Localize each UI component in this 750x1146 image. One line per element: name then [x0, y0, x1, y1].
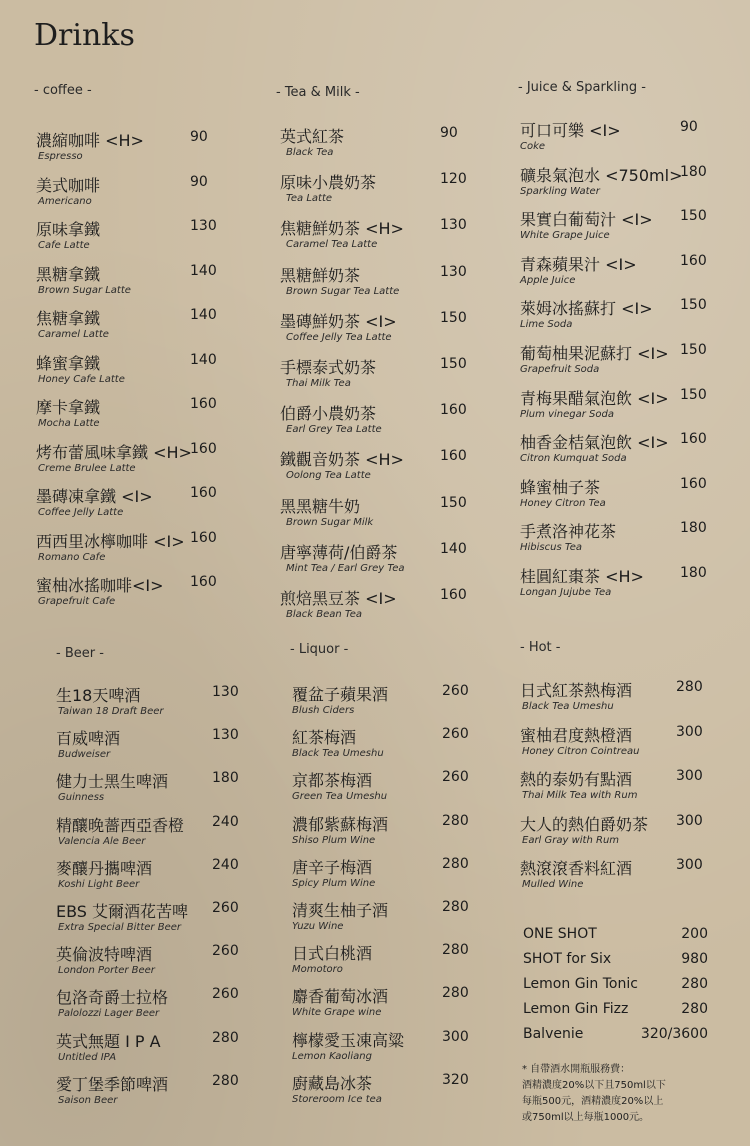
coffee-item-price: 160 [190, 485, 217, 501]
juice-item-price: 150 [680, 297, 707, 314]
liquor-item-name: 唐辛子梅酒 [292, 857, 373, 877]
tea_milk-item-name: 黑黑糖牛奶 [280, 496, 361, 516]
juice-item-english: Sparkling Water [520, 185, 600, 197]
tea_milk-item-english: Mint Tea / Earl Grey Tea [286, 562, 405, 574]
coffee-item-english: Coffee Jelly Latte [38, 507, 124, 518]
beer-item-name: 健力士黑生啤酒 [56, 772, 169, 792]
juice-item-name: 萊姆冰搖蘇打 <I> [520, 299, 653, 319]
tea_milk-item-english: Caramel Tea Latte [286, 239, 378, 251]
coffee-item-english: Cafe Latte [38, 240, 90, 251]
shot-item-price: 280 [681, 1001, 708, 1017]
beer-item-name: 百威啤酒 [56, 729, 121, 749]
section-heading-hot: - Hot - [520, 640, 561, 655]
coffee-item-name: 蜜柚冰搖咖啡<I> [36, 576, 164, 595]
liquor-item-english: Blush Ciders [292, 705, 355, 716]
juice-item-english: Hibiscus Tea [520, 542, 583, 554]
coffee-item-name: 摩卡拿鐵 [36, 398, 101, 417]
shot-item-name: Lemon Gin Fizz [523, 1001, 629, 1017]
tea_milk-item-name: 原味小農奶茶 [280, 173, 377, 193]
liquor-item-english: Black Tea Umeshu [292, 748, 384, 760]
juice-item-name: 手煮洛神花茶 [520, 522, 617, 542]
beer-item-english: Budweiser [58, 749, 111, 761]
beer-item-name: 麥釀丹攜啤酒 [56, 858, 153, 878]
juice-item-english: White Grape Juice [520, 230, 610, 242]
hot-item-english: Thai Milk Tea with Rum [522, 790, 638, 801]
menu-title: Drinks [34, 18, 135, 53]
hot-item-name: 日式紅茶熱梅酒 [520, 681, 633, 700]
coffee-item-english: Espresso [38, 151, 83, 162]
juice-item-english: Grapefruit Soda [520, 364, 600, 375]
tea_milk-item-english: Brown Sugar Tea Latte [286, 285, 400, 297]
juice-item-name: 果實白葡萄汁 <I> [520, 210, 653, 230]
tea_milk-item-name: 手標泰式奶茶 [280, 358, 377, 377]
liquor-item-price: 280 [442, 899, 469, 915]
corkage-note [522, 1062, 732, 1126]
juice-item-price: 180 [680, 163, 707, 180]
coffee-item-price: 140 [190, 351, 217, 368]
hot-item-price: 300 [676, 812, 703, 829]
liquor-item-name: 廚藏島冰茶 [292, 1073, 373, 1093]
liquor-item-price: 260 [442, 726, 469, 743]
shot-item-price: 980 [681, 951, 708, 967]
tea_milk-item-price: 150 [440, 309, 467, 326]
shot-item-price: 280 [681, 976, 708, 992]
hot-item-price: 300 [676, 723, 703, 740]
liquor-item-price: 260 [442, 769, 469, 786]
coffee-item-english: Mocha Latte [38, 418, 100, 429]
coffee-item-price: 130 [190, 218, 217, 234]
coffee-item-name: 烤布蕾風味拿鐵 <H> [36, 442, 192, 462]
tea_milk-item-name: 唐寧薄荷/伯爵茶 [280, 542, 398, 562]
coffee-item-name: 濃縮咖啡 <H> [36, 131, 144, 150]
tea_milk-item-english: Black Bean Tea [286, 609, 363, 620]
tea_milk-item-price: 120 [440, 171, 467, 188]
tea_milk-item-english: Oolong Tea Latte [286, 470, 371, 482]
juice-item-english: Coke [520, 141, 546, 152]
hot-item-english: Earl Gray with Rum [522, 834, 620, 846]
tea_milk-item-name: 墨磚鮮奶茶 <I> [280, 311, 397, 331]
hot-item-price: 300 [676, 857, 703, 873]
beer-item-name: EBS 艾爾酒花苦啤 [56, 902, 189, 921]
beer-item-name: 英式無題 I P A [56, 1031, 161, 1051]
beer-item-name: 生18天啤酒 [56, 686, 141, 705]
coffee-item-name: 西西里冰檸咖啡 <I> [36, 531, 185, 551]
juice-item-name: 可口可樂 <I> [520, 121, 621, 140]
beer-item-english: Taiwan 18 Draft Beer [58, 706, 164, 717]
juice-item-price: 90 [680, 119, 698, 135]
juice-item-price: 160 [680, 431, 707, 448]
liquor-item-english: Yuzu Wine [292, 921, 344, 932]
beer-item-price: 180 [212, 770, 239, 787]
section-heading-coffee: - coffee - [34, 83, 92, 98]
beer-item-price: 240 [212, 813, 239, 830]
coffee-item-name: 美式咖啡 [36, 175, 101, 195]
liquor-item-english: Lemon Kaoliang [292, 1050, 372, 1062]
beer-item-english: Untitled IPA [58, 1051, 117, 1063]
tea_milk-item-price: 140 [440, 540, 467, 557]
tea_milk-item-name: 黑糖鮮奶茶 [280, 265, 361, 285]
tea_milk-item-name: 煎焙黑豆茶 <I> [280, 589, 397, 608]
coffee-item-price: 140 [190, 307, 217, 323]
beer-item-price: 240 [212, 856, 239, 873]
section-heading-liquor: - Liquor - [290, 642, 349, 657]
shot-item-name: Lemon Gin Tonic [523, 976, 638, 992]
liquor-item-name: 日式白桃酒 [292, 944, 373, 964]
note-line: 或750ml以上每瓶1000元。 [522, 1112, 650, 1123]
beer-item-price: 280 [212, 1029, 239, 1046]
juice-item-price: 160 [680, 252, 707, 269]
hot-item-english: Honey Citron Cointreau [522, 745, 640, 757]
coffee-item-name: 蜂蜜拿鐵 [36, 353, 101, 373]
tea_milk-item-price: 150 [440, 494, 467, 511]
coffee-item-name: 焦糖拿鐵 [36, 309, 101, 328]
coffee-item-name: 墨磚凍拿鐵 <I> [36, 487, 153, 506]
coffee-item-english: Romano Cafe [38, 551, 106, 563]
juice-item-name: 柚香金桔氣泡飲 <I> [520, 433, 669, 453]
coffee-item-price: 160 [190, 440, 217, 457]
liquor-item-english: Storeroom Ice tea [292, 1093, 382, 1105]
section-heading-beer: - Beer - [56, 646, 104, 661]
tea_milk-item-price: 130 [440, 263, 467, 280]
hot-item-price: 280 [676, 679, 703, 695]
hot-item-name: 大人的熱伯爵奶茶 [520, 814, 649, 834]
coffee-item-price: 160 [190, 529, 217, 546]
juice-item-name: 礦泉氣泡水 <750ml> [520, 165, 683, 185]
juice-item-name: 桂圓紅棗茶 <H> [520, 567, 644, 586]
beer-item-english: Valencia Ale Beer [58, 835, 146, 847]
beer-item-name: 包洛奇爵士拉格 [56, 988, 169, 1008]
hot-item-english: Mulled Wine [522, 879, 584, 890]
liquor-item-price: 280 [442, 855, 469, 872]
tea_milk-item-price: 130 [440, 217, 467, 234]
liquor-item-price: 280 [442, 985, 469, 1002]
section-heading-tea-milk: - Tea & Milk - [276, 85, 360, 100]
tea_milk-item-english: Brown Sugar Milk [286, 516, 374, 528]
liquor-item-price: 280 [442, 942, 469, 959]
section-heading-juice: - Juice & Sparkling - [518, 80, 646, 95]
coffee-item-price: 90 [190, 129, 208, 145]
coffee-item-price: 160 [190, 574, 217, 590]
juice-item-english: Longan Jujube Tea [520, 587, 612, 598]
liquor-item-price: 260 [442, 683, 469, 699]
juice-item-name: 蜂蜜柚子茶 [520, 477, 601, 497]
liquor-item-name: 京都茶梅酒 [292, 771, 373, 791]
shot-item-price: 320/3600 [640, 1026, 708, 1042]
juice-item-english: Citron Kumquat Soda [520, 453, 627, 465]
liquor-item-english: Momotoro [292, 964, 343, 976]
coffee-item-english: Americano [38, 195, 92, 207]
juice-item-price: 180 [680, 520, 707, 537]
note-line: 每瓶500元，酒精濃度20%以上 [522, 1096, 664, 1107]
beer-item-name: 英倫波特啤酒 [56, 945, 153, 965]
beer-item-name: 愛丁堡季節啤酒 [56, 1074, 169, 1094]
hot-item-name: 熱的泰奶有點酒 [520, 770, 633, 789]
beer-item-english: Extra Special Bitter Beer [58, 922, 181, 933]
beer-item-english: London Porter Beer [58, 965, 155, 977]
note-line: 酒精濃度20%以下且750ml以下 [522, 1080, 666, 1091]
coffee-item-english: Grapefruit Cafe [38, 596, 116, 607]
liquor-item-price: 300 [442, 1028, 469, 1045]
tea_milk-item-english: Black Tea [286, 147, 334, 158]
tea_milk-item-name: 鐵觀音奶茶 <H> [280, 450, 404, 470]
beer-item-name: 精釀晚薔西亞香橙 [56, 815, 185, 835]
beer-item-price: 130 [212, 684, 239, 700]
hot-item-name: 熱滾滾香料紅酒 [520, 859, 633, 878]
note-line: * 自帶酒水開瓶服務費： [522, 1064, 631, 1075]
coffee-item-name: 黑糖拿鐵 [36, 264, 101, 284]
tea_milk-item-price: 160 [440, 402, 467, 419]
juice-item-name: 青森蘋果汁 <I> [520, 254, 637, 274]
liquor-item-price: 280 [442, 812, 469, 829]
tea_milk-item-price: 160 [440, 587, 467, 603]
shot-item-price: 200 [681, 926, 708, 942]
juice-item-name: 青梅果醋氣泡飲 <I> [520, 388, 669, 408]
shot-item-name: SHOT for Six [523, 951, 612, 967]
coffee-item-price: 90 [190, 173, 208, 190]
tea_milk-item-price: 160 [440, 448, 467, 465]
juice-item-price: 150 [680, 386, 707, 403]
beer-item-english: Koshi Light Beer [58, 878, 140, 890]
beer-item-english: Saison Beer [58, 1094, 118, 1106]
beer-item-english: Guinness [58, 792, 105, 804]
tea_milk-item-name: 焦糖鮮奶茶 <H> [280, 219, 404, 239]
hot-item-price: 300 [676, 768, 703, 784]
juice-item-english: Honey Citron Tea [520, 497, 606, 509]
juice-item-english: Lime Soda [520, 319, 573, 331]
liquor-item-name: 覆盆子蘋果酒 [292, 685, 389, 704]
coffee-item-price: 160 [190, 396, 217, 412]
beer-item-price: 260 [212, 943, 239, 960]
tea_milk-item-name: 伯爵小農奶茶 [280, 404, 377, 424]
liquor-item-name: 清爽生柚子酒 [292, 901, 389, 920]
tea_milk-item-english: Coffee Jelly Tea Latte [286, 331, 392, 343]
coffee-item-english: Honey Cafe Latte [38, 373, 125, 385]
tea_milk-item-english: Earl Grey Tea Latte [286, 424, 382, 436]
juice-item-english: Apple Juice [520, 274, 576, 286]
juice-item-price: 150 [680, 342, 707, 358]
liquor-item-english: Green Tea Umeshu [292, 791, 388, 803]
juice-item-price: 180 [680, 565, 707, 581]
beer-item-price: 130 [212, 727, 239, 744]
juice-item-price: 160 [680, 475, 707, 492]
shot-item-name: Balvenie [523, 1026, 584, 1042]
beer-item-price: 260 [212, 900, 239, 916]
coffee-item-english: Brown Sugar Latte [38, 284, 131, 296]
beer-item-english: Palolozzi Lager Beer [58, 1008, 160, 1020]
beer-item-price: 280 [212, 1072, 239, 1089]
juice-item-price: 150 [680, 208, 707, 225]
hot-item-english: Black Tea Umeshu [522, 701, 614, 712]
liquor-item-price: 320 [442, 1071, 469, 1088]
liquor-item-name: 檸檬愛玉凍高粱 [292, 1030, 405, 1050]
shot-item-name: ONE SHOT [523, 926, 597, 942]
coffee-item-english: Creme Brulee Latte [38, 462, 136, 474]
liquor-item-name: 濃郁紫蘇梅酒 [292, 814, 389, 834]
liquor-item-name: 紅茶梅酒 [292, 728, 357, 748]
hot-item-name: 蜜柚君度熱橙酒 [520, 725, 633, 745]
juice-item-name: 葡萄柚果泥蘇打 <I> [520, 344, 669, 363]
liquor-item-english: Spicy Plum Wine [292, 877, 376, 889]
liquor-item-name: 麝香葡萄冰酒 [292, 987, 389, 1007]
juice-item-english: Plum vinegar Soda [520, 408, 614, 420]
tea_milk-item-name: 英式紅茶 [280, 127, 345, 146]
tea_milk-item-price: 150 [440, 356, 467, 372]
coffee-item-name: 原味拿鐵 [36, 220, 101, 239]
liquor-item-english: White Grape wine [292, 1007, 382, 1019]
tea_milk-item-english: Tea Latte [286, 193, 333, 205]
coffee-item-english: Caramel Latte [38, 329, 109, 340]
coffee-item-price: 140 [190, 262, 217, 279]
tea_milk-item-english: Thai Milk Tea [286, 378, 351, 389]
tea_milk-item-price: 90 [440, 125, 458, 141]
liquor-item-english: Shiso Plum Wine [292, 834, 376, 846]
beer-item-price: 260 [212, 986, 239, 1003]
